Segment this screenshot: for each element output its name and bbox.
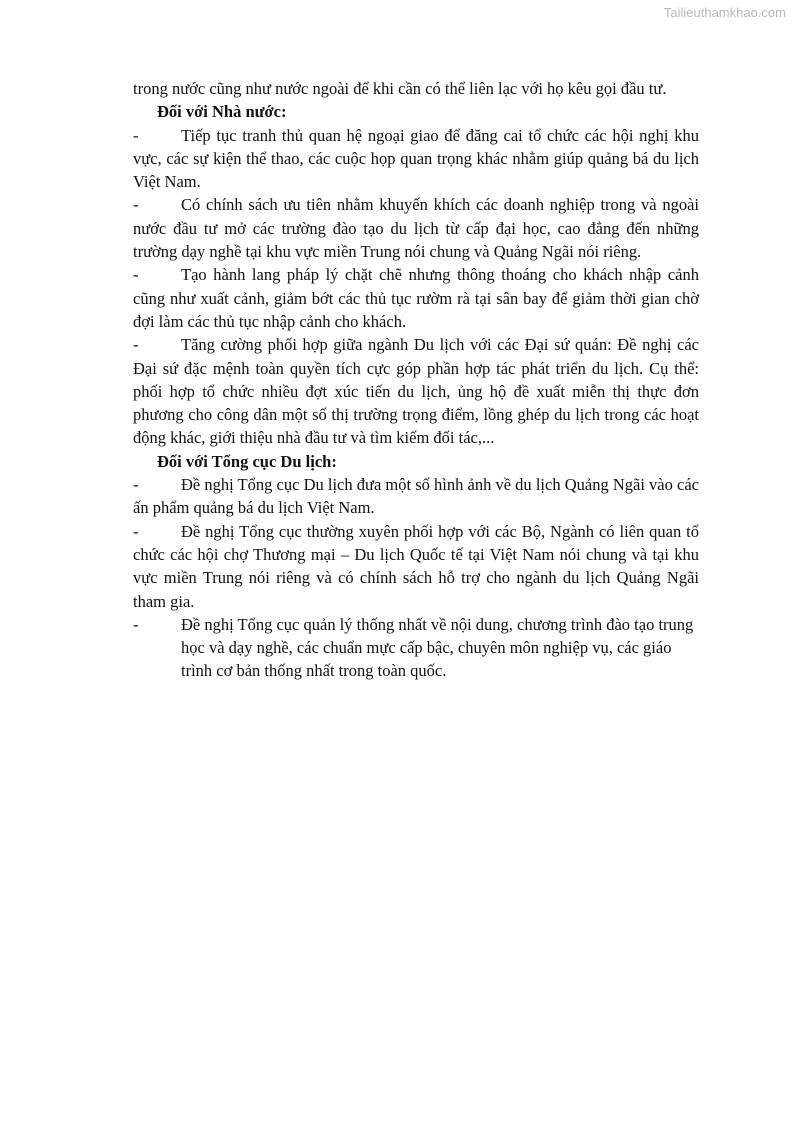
list-item-text: Tiếp tục tranh thủ quan hệ ngoại giao để đăng cai tổ chức các hội nghị khu vực, các sự kiện thể thao, các cuộc họp quan trọng khác nhằm giúp quảng bá du lịch Việt Nam. — [133, 125, 699, 192]
list-item-text: Đề nghị Tổng cục thường xuyên phối hợp với các Bộ, Ngành có liên quan tổ chức các hội chợ Thương mại – Du lịch Quốc tế tại Việt Nam nói chung và tại khu vực miền Trung nói riêng và có chính sách hỗ trợ cho ngành du lịch Quảng Ngãi tham gia. — [133, 521, 699, 611]
bullet-dash: - — [133, 125, 139, 145]
watermark: Tailieuthamkhao.com — [663, 5, 786, 20]
bullet-dash: - — [133, 335, 139, 355]
bullet-dash: - — [133, 265, 139, 285]
bullet-dash: - — [133, 475, 139, 495]
list-item — [133, 333, 699, 449]
section-heading-tourism: Đối với Tổng cục Du lịch: — [157, 451, 337, 471]
list-item-text: Đề nghị Tổng cục Du lịch đưa một số hình ảnh về du lịch Quảng Ngãi vào các ấn phẩm quảng bá du lịch Việt Nam. — [133, 475, 699, 518]
list-item-text: Tăng cường phối hợp giữa ngành Du lịch với các Đại sứ quán: Đề nghị các Đại sứ đặc mệnh toàn quyền tích cực góp phần hợp tác phát triển du lịch. Cụ thể: phối hợp tổ chức nhiều đợt xúc tiến du lịch, ủng hộ đề xuất miễn thị thực đơn phương cho công dân một số thị trường trọng điểm, lồng ghép du lịch trong các hoạt động khác, giới thiệu nhà đầu tư và tìm kiếm đối tác,... — [133, 335, 699, 448]
intro-paragraph: trong nước cũng như nước ngoài để khi cần có thể liên lạc với họ kêu gọi đầu tư. — [133, 79, 667, 98]
list-item — [133, 124, 699, 194]
list-item — [133, 193, 699, 263]
list-item — [133, 473, 699, 520]
list-item-text: Tạo hành lang pháp lý chặt chẽ nhưng thông thoáng cho khách nhập cảnh cũng như xuất cảnh, giảm bớt các thủ tục rườm rà tại sân bay để giảm thời gian chờ đợi làm các thủ tục nhập cảnh cho khách. — [133, 265, 699, 331]
bullet-dash: - — [133, 521, 139, 541]
list-item — [133, 520, 699, 613]
bullet-dash: - — [133, 195, 139, 215]
list-item-text: Đề nghị Tổng cục quản lý thống nhất về nội dung, chương trình đào tạo trung học và dạy nghề, các chuẩn mực cấp bậc, chuyên môn nghiệp vụ, các giáo trình cơ bản thống nhất trong toàn quốc. — [181, 614, 694, 681]
list-item — [133, 263, 699, 333]
list-item — [133, 613, 699, 683]
list-item-text: Có chính sách ưu tiên nhằm khuyến khích các doanh nghiệp trong và ngoài nước đầu tư mở các trường đào tạo du lịch từ cấp đại học, cao đẳng đến những trường dạy nghề tại khu vực miền Trung nói chung và Quảng Ngãi nói riêng. — [133, 195, 699, 262]
bullet-dash: - — [133, 614, 139, 634]
document-body — [133, 77, 699, 683]
section-heading-state: Đối với Nhà nước: — [157, 102, 287, 122]
